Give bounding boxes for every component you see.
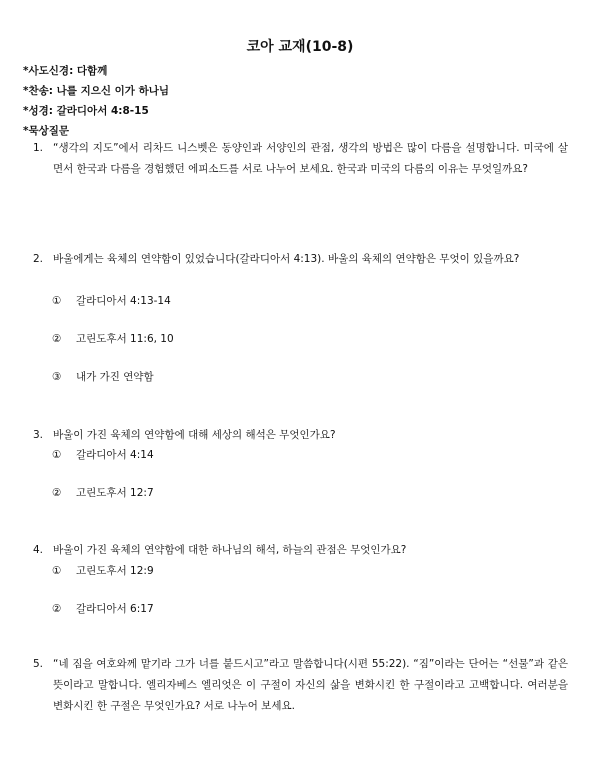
question-number: 4. xyxy=(33,544,44,556)
sub-item xyxy=(52,485,154,500)
question-text: “생각의 지도”에서 리차드 니스벳은 동양인과 서양인의 관점, 생각의 방법은 많이 다름을 설명합니다. 미국에 살면서 한국과 다름을 경험했던 에피소드를 서로 나누어 보세요. 한국과 미국의 다름의 이유는 무엇일까요? xyxy=(53,142,568,175)
question-3 xyxy=(33,425,568,446)
question-number: 5. xyxy=(33,658,44,670)
sub-item-text: 고린도후서 11:6, 10 xyxy=(76,333,174,345)
question-text: 바울이 가진 육체의 연약함에 대해 세상의 해석은 무엇인가요? xyxy=(53,429,336,441)
creed-line: *사도신경: 다함께 xyxy=(23,65,108,77)
hymn-line: *찬송: 나를 지으신 이가 하나님 xyxy=(23,85,170,97)
sub-item-text: 갈라디아서 4:13-14 xyxy=(76,295,171,307)
sub-item xyxy=(52,447,154,462)
sub-item-mark: ② xyxy=(52,333,62,345)
question-text: “네 짐을 여호와께 맡기라 그가 너를 붙드시고”라고 말씀합니다(시편 55:22). “짐”이라는 단어는 “선물”과 같은 뜻이라고 말합니다. 엘리자베스 엘리엇은 이 구절이 자신의 삶을 변화시킨 한 구절이라고 고백합니다. 여러분을 변화시킨 한 구절은 무엇인가요? 서로 나누어 보세요. xyxy=(53,658,568,712)
sub-item-text: 고린도후서 12:9 xyxy=(76,565,154,577)
sub-item-text: 내가 가진 연약함 xyxy=(76,371,154,383)
question-number: 1. xyxy=(33,142,44,154)
question-text: 바울에게는 육체의 연약함이 있었습니다(갈라디아서 4:13). 바울의 육체의 연약함은 무엇이 있을까요? xyxy=(53,253,520,265)
question-4 xyxy=(33,540,568,561)
question-number: 3. xyxy=(33,429,44,441)
page-title: 코아 교재(10-8) xyxy=(246,39,354,55)
sub-item-mark: ① xyxy=(52,295,62,307)
sub-item xyxy=(52,331,174,346)
sub-item-mark: ① xyxy=(52,565,62,577)
question-number: 2. xyxy=(33,253,44,265)
sub-item-mark: ① xyxy=(52,449,62,461)
sub-item-mark: ③ xyxy=(52,371,62,383)
sub-item-mark: ② xyxy=(52,487,62,499)
sub-item xyxy=(52,563,154,578)
sub-item xyxy=(52,369,154,384)
sub-item-text: 고린도후서 12:7 xyxy=(76,487,154,499)
question-1 xyxy=(33,138,568,180)
question-5 xyxy=(33,654,568,717)
question-2 xyxy=(33,249,568,270)
sub-item xyxy=(52,601,154,616)
sub-item-text: 갈라디아서 4:14 xyxy=(76,449,154,461)
scripture-line: *성경: 갈라디아서 4:8-15 xyxy=(23,105,149,117)
sub-item-text: 갈라디아서 6:17 xyxy=(76,603,154,615)
sub-item xyxy=(52,293,171,308)
sub-item-mark: ② xyxy=(52,603,62,615)
question-text: 바울이 가진 육체의 연약함에 대한 하나님의 해석, 하늘의 관점은 무엇인가요? xyxy=(53,544,407,556)
questions-heading: *묵상질문 xyxy=(23,125,70,137)
